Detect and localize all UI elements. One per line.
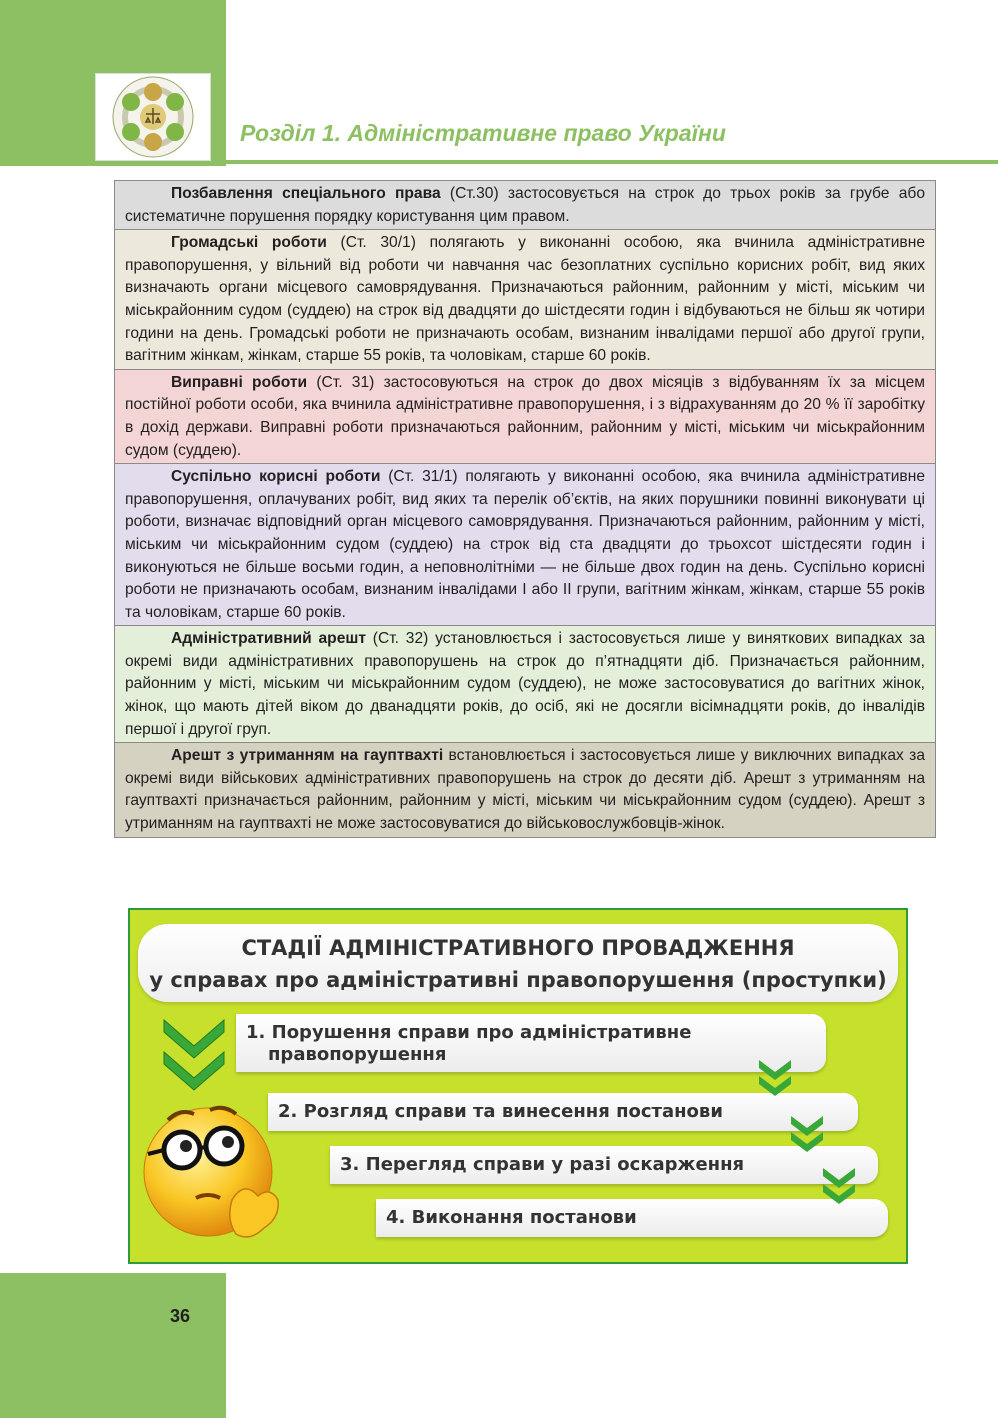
stage-step-2-label: 2. Розгляд справи та винесення постанови xyxy=(278,1101,723,1122)
stages-title-line1: СТАДІЇ АДМІНІСТРАТИВНОГО ПРОВАДЖЕННЯ xyxy=(241,936,795,960)
stage-step-1-line2: правопорушення xyxy=(268,1044,447,1065)
stages-title-line2: у справах про адміністративні правопорушення (проступки) xyxy=(149,968,887,992)
penalty-description: (Ст.30) застосовується на строк до трьох років за грубе або систематичне порушення порядку користування цим правом. xyxy=(125,185,926,225)
penalty-guardhouse-arrest xyxy=(115,743,936,837)
logo-emblem-icon xyxy=(96,74,210,160)
penalty-community-service xyxy=(115,230,936,370)
table-row xyxy=(115,369,936,463)
penalty-description: (Ст. 31) застосовуються на строк до двох місяців з відбуванням їх за місцем постійної роботи особи, яка вчинила адміністративне правопорушення, і з відрахуванням до 20 % її заробітку в дохід держави. Виправні роботи призначаються районним, районним у місті, міським чи міськрайонним судом (суддею). xyxy=(125,373,925,459)
table-row xyxy=(115,181,936,230)
penalty-description: (Ст. 31/1) полягають у виконанні особою, яка вчинила адміністративне правопорушення, оплачуваних робіт, вид яких та перелік об’єктів, на яких порушники повинні виконувати ці роботи, визначає відповідний орган місцевого самоврядування. Призначаються районним, районним у місті, міським чи міськрайонним судом (суддею) на строк від ста двадцяти до трьохсот шістдесяти годин і виконуються не більше восьми годин, а неповнолітніми — не більше двох годин на день. Суспільно корисні роботи не призначають особам, визнаним інвалідами I або II групи, вагітним жінкам, жінкам, старше 55 років та чоловікам, старше 60 років. xyxy=(125,468,925,621)
stage-step-3-label: 3. Перегляд справи у разі оскарження xyxy=(340,1154,745,1175)
penalty-title: Суспільно корисні роботи xyxy=(171,468,381,486)
stage-step-4-label: 4. Виконання постанови xyxy=(386,1207,637,1228)
stages-title xyxy=(138,932,898,996)
thinking-emoji-icon xyxy=(140,1100,285,1250)
chevron-down-icon xyxy=(822,1166,856,1206)
penalties-table xyxy=(114,180,936,838)
penalty-title: Виправні роботи xyxy=(171,373,308,391)
stage-step-1 xyxy=(236,1014,826,1072)
double-chevron-down-icon xyxy=(162,1016,226,1094)
penalty-title: Адміністративний арешт xyxy=(171,630,366,648)
penalty-description: встановлюється і застосовується лише у виключних випадках за окремі види військових адміністративних правопорушень на строк до десяти діб. Арешт з утриманням на гауптвахті призначається районним, районним у місті, міським чи міськрайонним судом (суддею). Арешт з утриманням на гауптвахті не може застосовуватися до військовослужбовців-жінок. xyxy=(125,747,925,833)
page-number: 36 xyxy=(170,1306,191,1326)
penalty-description: (Ст. 30/1) полягають у виконанні особою, яка вчинила адміністративне правопорушення, у вільний від роботи чи навчання час безоплатних суспільно корисних робіт, вид яких визначають органи місцевого самоврядування. Призначаються районним, районним у місті, міським чи міськрайонним судом (суддею) на строк від двадцяти до шістдесяти годин і відбуваються не більш як чотири години на день. Громадські роботи не призначають особам, визнаним інвалідами першої або другої групи, вагітним жінкам, жінкам, старше 55 років, та чоловікам, старше 60 років. xyxy=(125,234,925,365)
chevron-down-icon xyxy=(758,1058,792,1098)
stage-step-1-line1: 1. Порушення справи про адміністративне xyxy=(246,1022,692,1043)
penalty-title: Позбавлення спеціального права xyxy=(171,185,441,202)
penalty-deprivation-of-right xyxy=(115,181,936,230)
penalty-title: Громадські роботи xyxy=(171,234,327,252)
chevron-down-icon xyxy=(790,1114,824,1154)
stage-step-4 xyxy=(376,1199,888,1237)
penalty-title: Арешт з утриманням на гауптвахті xyxy=(171,747,444,765)
chapter-title: Розділ 1. Адміністративне право України xyxy=(240,120,726,146)
table-row xyxy=(115,464,936,626)
table-row xyxy=(115,743,936,837)
penalty-administrative-arrest xyxy=(115,626,936,743)
header-divider xyxy=(226,160,998,164)
table-row xyxy=(115,626,936,743)
stage-step-2 xyxy=(268,1093,858,1131)
penalty-socially-useful-work xyxy=(115,464,936,626)
chapter-logo xyxy=(95,73,211,161)
penalty-description: (Ст. 32) установлюється і застосовується лише у виняткових випадках за окремі види адміністративних правопорушень на строк до п’ятнадцяти діб. Призначається районним, районним у місті, міським чи міськрайонним судом (суддею), не може застосовуватися до вагітних жінок, жінок, що мають дітей віком до дванадцяти років, до осіб, які не досягли вісімнадцяти років, до інвалідів першої і другої груп. xyxy=(125,630,925,738)
footer-green-block xyxy=(0,1273,226,1418)
penalty-correctional-labor xyxy=(115,369,936,463)
table-row xyxy=(115,230,936,370)
